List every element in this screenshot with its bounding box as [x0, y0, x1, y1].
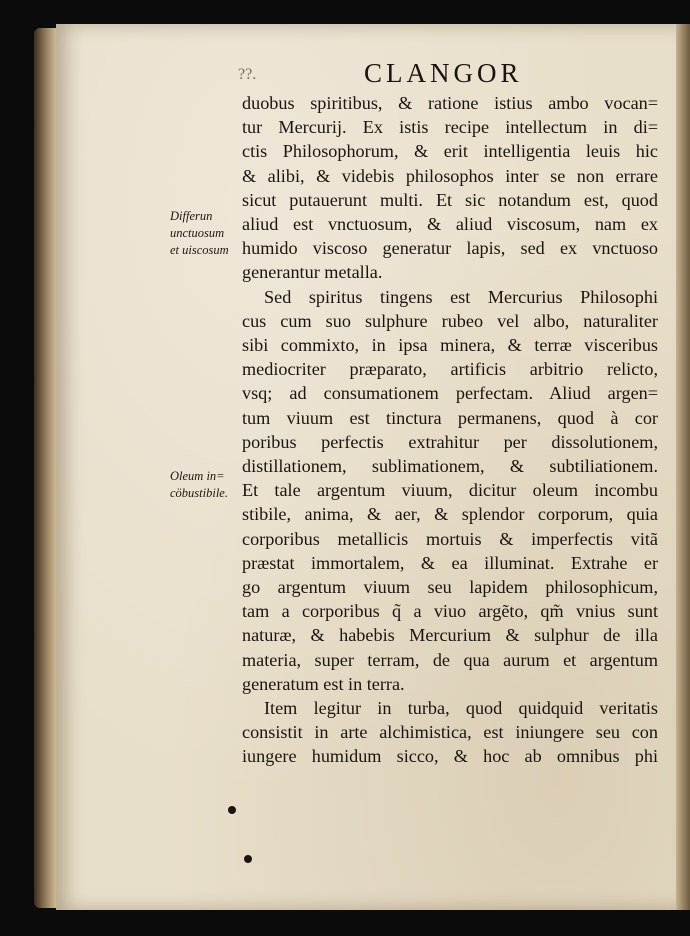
text-line: iungere humidum sicco, & hoc ab omnibus phi — [242, 746, 658, 767]
marginal-note-line: et uiscosum — [170, 243, 229, 257]
marginal-note-oleum — [170, 468, 228, 502]
text-line: generatum est in terra. — [242, 673, 405, 694]
text-line: & alibi, & videbis philosophos inter se non errare — [242, 165, 658, 186]
text-line: generantur metalla. — [242, 262, 383, 283]
text-line: distillationem, sublimationem, & subtiliationem. — [242, 456, 658, 477]
text-line: tam a corporibus q̃ a viuo argẽto, qm̃ vnius sunt — [242, 601, 658, 622]
text-line: sibi commixto, in ipsa minera, & terræ visceribus — [242, 335, 658, 356]
text-line: go argentum viuum seu lapidem philosophicum, — [242, 577, 658, 598]
text-line: corporibus metallicis mortuis & imperfectis vitã — [242, 528, 658, 549]
paragraph-start-line: Item legitur in turba, quod quidquid veritatis — [264, 698, 658, 719]
text-line: mediocriter præparato, artificis arbitrio relicto, — [242, 359, 658, 380]
text-line: duobus spiritibus, & ratione istius ambo vocan= — [242, 93, 658, 113]
marginal-note-unctuosum — [170, 208, 229, 259]
text-line: poribus perfectis extrahitur per dissolutionem, — [242, 431, 658, 452]
ink-dot — [244, 855, 252, 863]
marginal-note-line: Differun — [170, 209, 213, 223]
text-line: materia, super terram, de qua aurum et argentum — [242, 649, 658, 670]
running-head: CLANGOR — [364, 58, 523, 88]
text-line: præstat immortalem, & ea illuminat. Extrahe er — [242, 552, 658, 573]
text-line: tur Mercurij. Ex istis recipe intellectum in di= — [242, 117, 658, 138]
text-line: aliud est vnctuosum, & aliud viscosum, nam ex — [242, 214, 658, 235]
text-line: ctis Philosophorum, & erit intelligentia leuis hic — [242, 141, 658, 162]
marginal-note-line: Oleum in= — [170, 469, 225, 483]
body-text — [242, 91, 658, 769]
ink-dot — [228, 806, 236, 814]
marginal-note-line: unctuosum — [170, 226, 225, 240]
text-line: vsq; ad consumationem perfectam. Aliud argen= — [242, 383, 658, 404]
text-line: humido viscoso generatur lapis, sed ex vnctuoso — [242, 238, 658, 259]
text-line: stibile, anima, & aer, & splendor corporum, quia — [242, 504, 658, 525]
page-stack-edge — [676, 24, 690, 910]
text-line: tum viuum est tinctura permanens, quod à cor — [242, 407, 658, 428]
text-line: cus cum suo sulphure rubeo vel albo, naturaliter — [242, 310, 658, 331]
text-line: Et tale argentum viuum, dicitur oleum incombu — [242, 480, 658, 501]
text-line: sicut putauerunt multi. Et sic notandum est, quod — [242, 189, 658, 210]
marginal-note-line: cöbustibile. — [170, 486, 228, 500]
folio-number: ??. — [238, 66, 257, 83]
text-line: naturæ, & habebis Mercurium & sulphur de illa — [242, 625, 658, 646]
text-line: consistit in arte alchimistica, est iniungere seu con — [242, 722, 658, 743]
paragraph-start-line: Sed spiritus tingens est Mercurius Philosophi — [264, 286, 658, 307]
